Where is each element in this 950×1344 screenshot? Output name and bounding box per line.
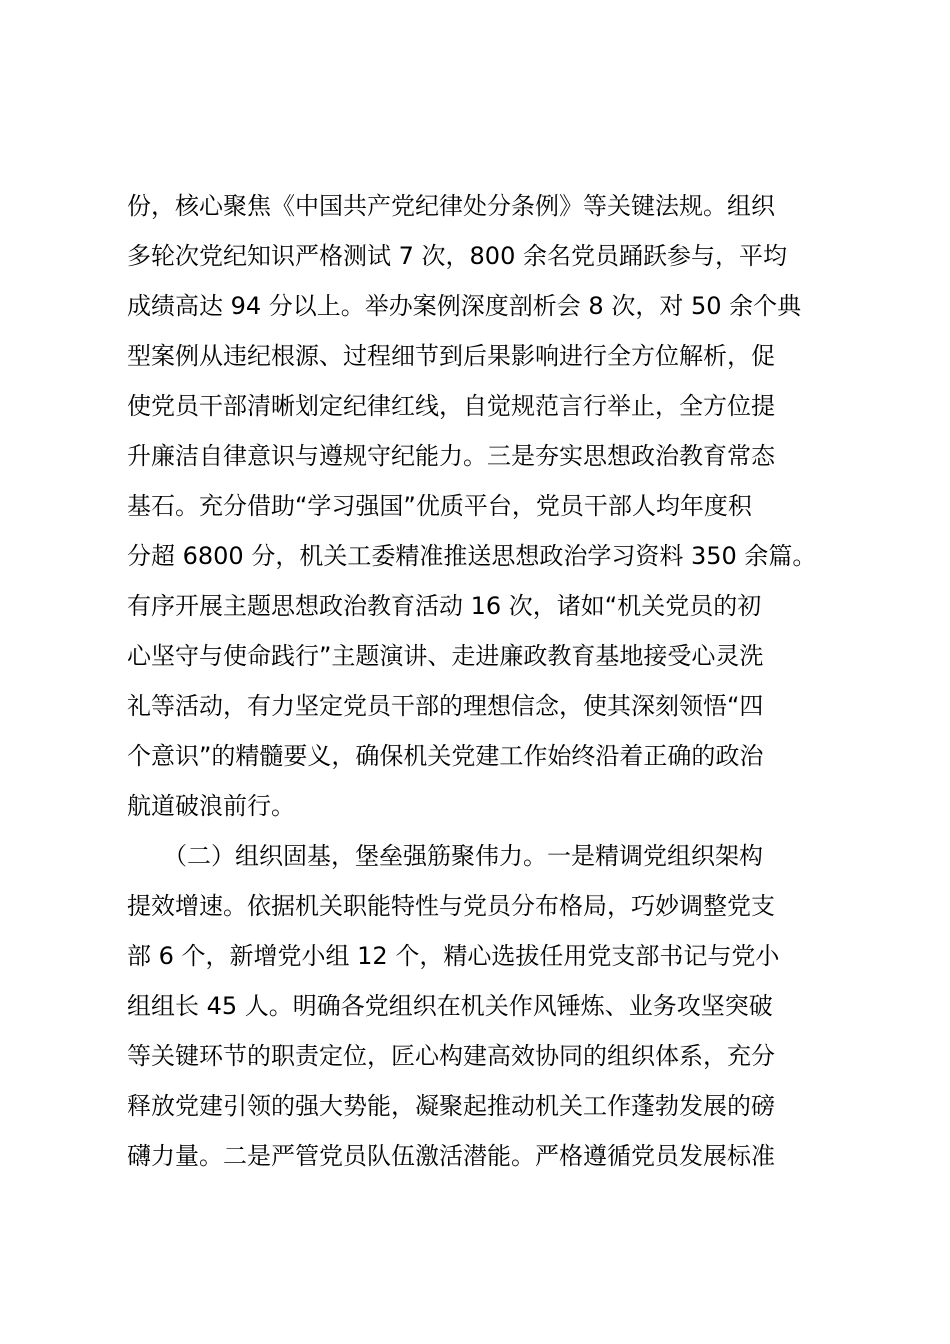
text-line: 多轮次党纪知识严格测试 7 次，800 余名党员踊跃参与，平均 — [127, 242, 787, 270]
text-line: 使党员干部清晰划定纪律红线，自觉规范言行举止，全方位提 — [127, 392, 775, 420]
text-line: 分超 6800 分，机关工委精准推送思想政治学习资料 350 余篇。 — [127, 542, 817, 570]
text-line: 礼等活动，有力坚定党员干部的理想信念，使其深刻领悟“四 — [127, 692, 764, 720]
body-text — [127, 181, 847, 1181]
text-line: 释放党建引领的强大势能，凝聚起推动机关工作蓬勃发展的磅 — [127, 1092, 775, 1120]
text-line: 有序开展主题思想政治教育活动 16 次，诸如“机关党员的初 — [127, 592, 762, 620]
text-line: 成绩高达 94 分以上。举办案例深度剖析会 8 次，对 50 余个典 — [127, 292, 802, 320]
text-line: 心坚守与使命践行”主题演讲、走进廉政教育基地接受心灵洗 — [127, 642, 764, 670]
text-line: 航道破浪前行。 — [127, 792, 295, 820]
text-line: （二）组织固基，堡垒强筋聚伟力。一是精调党组织架构 — [127, 842, 763, 870]
text-line: 等关键环节的职责定位，匠心构建高效协同的组织体系，充分 — [127, 1042, 775, 1070]
text-line: 组组长 45 人。明确各党组织在机关作风锤炼、业务攻坚突破 — [127, 992, 773, 1020]
text-line: 个意识”的精髓要义，确保机关党建工作始终沿着正确的政治 — [127, 742, 764, 770]
text-line: 基石。充分借助“学习强国”优质平台，党员干部人均年度积 — [127, 492, 752, 520]
text-line: 型案例从违纪根源、过程细节到后果影响进行全方位解析，促 — [127, 342, 775, 370]
text-line: 部 6 个，新增党小组 12 个，精心选拔任用党支部书记与党小 — [127, 942, 780, 970]
text-line: 份，核心聚焦《中国共产党纪律处分条例》等关键法规。组织 — [127, 192, 775, 220]
text-line: 提效增速。依据机关职能特性与党员分布格局，巧妙调整党支 — [127, 892, 775, 920]
text-line: 礴力量。二是严管党员队伍激活潜能。严格遵循党员发展标准 — [127, 1142, 775, 1170]
text-line: 升廉洁自律意识与遵规守纪能力。三是夯实思想政治教育常态 — [127, 442, 775, 470]
